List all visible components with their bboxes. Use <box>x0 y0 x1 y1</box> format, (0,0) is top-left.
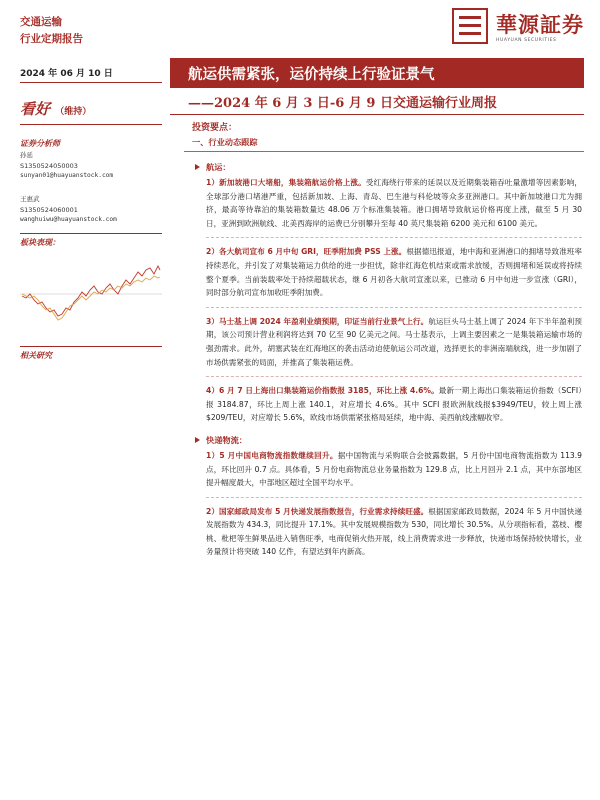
divider <box>206 376 582 377</box>
sector-performance-chart <box>20 250 162 338</box>
list-item: 1）5 月中国电商物流指数继续回升。据中国物流与采购联合会披露数据，5 月份中国电商物流指数为 113.9 点，环比回升 0.7 点。具体看，5 月份电商物流总业务量指数为 129.8 点，比上月回升 2.1 点，其中东部地区提升幅度最大，中部地区超过全国平均水平。 <box>206 450 582 488</box>
list-item: 2）国家邮政局发布 5 月快递发展指数报告，行业需求持续旺盛。根据国家邮政局数据，2024 年 5 月中国快递发展指数为 434.3，同比提升 17.1%。其中发展规模指数为 530，同比增长 30.5%。从分项指标看，荔枝、樱桃、枇杷等生鲜果品进入销售旺季，电商促销火热开展，线上消费需求进一步释放，快递市场保持较快增长，业务量预计将突破 140 亿件，有望达到年内新高。 <box>206 506 582 557</box>
divider <box>20 82 162 83</box>
analyst-name: 孙延 <box>20 151 33 159</box>
divider <box>184 151 584 152</box>
report-subtitle: ——2024 年 6 月 3 日-6 月 9 日交通运输行业周报 <box>188 96 497 111</box>
key-points-label: 投资要点： <box>192 123 238 133</box>
analyst-email[interactable]: sunyan01@huayuanstock.com <box>20 172 114 179</box>
divider <box>206 497 582 498</box>
analyst-2 <box>20 194 117 226</box>
benchmark-index-line <box>22 276 160 320</box>
analyst-cert: S1350524060001 <box>20 205 78 214</box>
brand-subtitle: HUAYUAN SECURITIES <box>496 38 557 43</box>
title-bar <box>170 58 584 88</box>
analyst-email[interactable]: wanghuiwu@huayuanstock.com <box>20 216 117 223</box>
analysts-label: 证券分析师 <box>20 139 60 148</box>
report-title: 航运供需紧张，运价持续上行验证景气 <box>188 66 435 83</box>
list-item: 1）新加坡港口大堵船，集装箱航运价格上涨。受红海绕行带来的延误以及近期集装箱吞吐量激增等因素影响，全球部分港口堵港严重，包括新加坡、上海、青岛、巴生港与科伦坡等众多亚洲港口。其中新加坡港口尤为拥挤，最高等待靠泊的集装箱数量达 48.06 万个标准集装箱。港口拥堵导致航运价格再度上涨，截至 5 月 30 日，亚洲到欧洲航线、北美西海岸的运费已分别攀升至每 40 英尺集装箱 6200 美元和 6100 美元。 <box>206 178 582 228</box>
divider <box>20 233 162 234</box>
logo-mark-icon <box>452 8 488 44</box>
rating <box>20 98 91 119</box>
rating-value: 看好 <box>20 100 51 118</box>
list-item: 2）各大航司宣布 6 月中旬 GRI，旺季附加费 PSS 上涨。根据德迅报道，地中海和亚洲港口的拥堵导致准班率持续恶化，并引发了对集装箱运力供给的进一步担忧，除非红海危机结束或需求放缓，否则拥堵和延误或将持续整个夏季。当前装载率处于持续超载状态，继 6 月初各大航司宣涨以来，已推动 6 月中旬进一步宣涨（GRI），同时部分航司宣布加收旺季附加费。 <box>206 247 582 298</box>
divider <box>170 114 584 115</box>
category-line-2: 行业定期报告 <box>20 33 83 45</box>
divider <box>206 307 582 308</box>
analyst-cert: S1350524050003 <box>20 161 78 170</box>
shipping-heading: 航运： <box>206 162 582 173</box>
report-category <box>20 14 83 48</box>
list-item: 4）6 月 7 日上海出口集装箱运价指数报 3185，环比上涨 4.6%。最新一期上海出口集装箱运价指数（SCFI）报 3184.87，环比上周上涨 140.1，对应增长 4.6%。其中 SCFI 报欧洲航线报$3949/TEU，较上周上涨$209/TEU，对应增长 5.6%，欧线市场供需紧张格局延续，地中海、美西航线涨幅收窄。 <box>206 386 582 423</box>
divider <box>206 237 582 238</box>
rating-note: （维持） <box>55 107 92 117</box>
divider <box>20 124 162 125</box>
divider <box>20 346 162 347</box>
analyst-name: 王惠武 <box>20 195 40 203</box>
list-item: 3）马士基上调 2024 年盈利业绩预期，印证当前行业景气上行。航运巨头马士基上调了 2024 年下半年盈利预期，该公司预计营业利润将达到 70 亿至 90 亿美元之间。马士基表示，上调主要因素之一是集装箱运输市场的强劲需求。此外，胡塞武装在红海地区的袭击活动迫使航运公司改道，选择更长的非洲南端航线，进一步加剧了市场供需紧张的局面，并推高了集装箱运费。 <box>206 316 582 367</box>
category-line-1: 交通运输 <box>20 16 62 28</box>
section-heading: 一、行业动态跟踪 <box>192 137 258 147</box>
chart-label: 板块表现： <box>20 238 60 247</box>
brand-name: 華源証券 <box>496 12 584 37</box>
analyst-1 <box>20 150 113 182</box>
express-heading: 快递物流： <box>206 435 582 446</box>
report-date: 2024 年 06 月 10 日 <box>20 69 113 79</box>
related-research-label[interactable]: 相关研究 <box>20 351 52 360</box>
sector-index-line <box>22 266 160 316</box>
report-body <box>192 120 582 559</box>
brand-logo <box>452 8 584 48</box>
